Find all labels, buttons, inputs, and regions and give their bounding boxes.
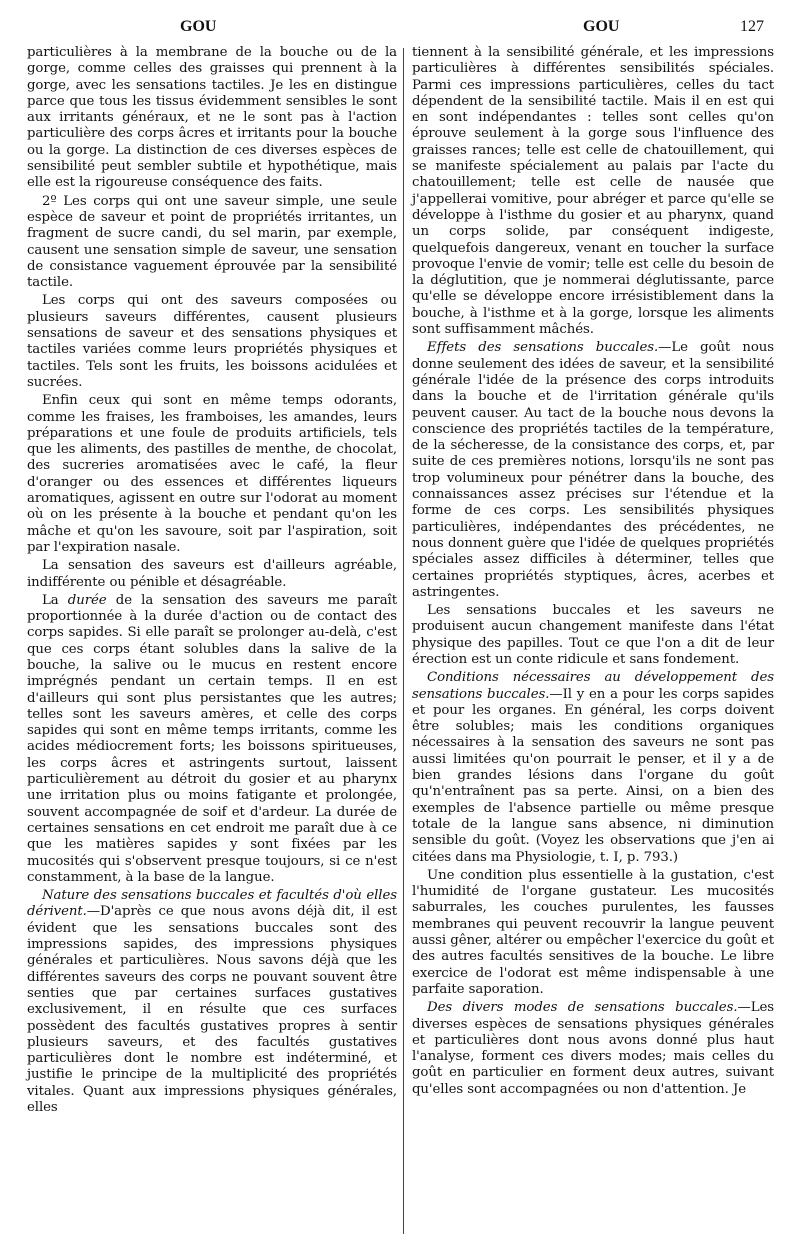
left-column bbox=[27, 45, 397, 1116]
section-heading: Conditions nécessaires au développement des sensations buccales. bbox=[412, 670, 774, 702]
paragraph: La sensation des saveurs est d'ailleurs agréable, indifférente ou pénible et désagréable. bbox=[27, 558, 397, 590]
column-divider bbox=[403, 48, 404, 1234]
paragraph: tiennent à la sensibilité générale, et les impressions particulières à différentes sensibilités spéciales. Parmi ces impressions particulières, celles du tact dépendent de la sensibilité tactile. Mais il en est qui en sont indépendantes : telles sont celles qu'on éprouve seulement à la gorge sous l'influence des graisses rances; telle est celle de chatouillement, qui se manifeste spécialement au palais par l'acte du chatouillement; telle est celle de nausée que j'appellerai vomitive, pour abréger et parce qu'elle se développe à l'isthme du gosier et au pharynx, quand un corps solide, par conséquent indigeste, quelquefois dangereux, venant en toucher la surface provoque l'envie de vomir; telle est celle du besoin de la déglutition, que je nommerai déglutissante, parce qu'elle se développe encore irrésistiblement dans la bouche, à l'isthme et à la gorge, lorsque les aliments sont suffisamment mâchés. bbox=[412, 45, 774, 338]
running-header bbox=[0, 6, 800, 38]
section-paragraph: Nature des sensations buccales et facultés d'où elles dérivent.—D'après ce que nous avons déjà dit, il est évident que les sensations buccales sont des impressions sapides, des impressions physiques générales et particulières. Nous savons déjà que les différentes saveurs des corps ne pouvant souvent être senties que par certaines surfaces gustatives exclusivement, il en résulte que ces surfaces possèdent des facultés gustatives propres à sentir plusieurs saveurs, et des facultés gustatives particulières dont le nombre est indéterminé, et justifie le principe de la multiplicité des propriétés vitales. Quant aux impressions physiques générales, elles bbox=[27, 888, 397, 1115]
right-running-title: GOU bbox=[583, 18, 620, 35]
italic-term: durée bbox=[67, 592, 107, 608]
paragraph: Une condition plus essentielle à la gustation, c'est l'humidité de l'organe gustateur. Les mucosités saburrales, les couches purulentes, les fausses membranes qui peuvent recouvrir la langue peuvent aussi gêner, altérer ou empêcher l'exercice du goût et des autres facultés sensitives de la bouche. Le libre exercice de l'odorat est même indispensable à une parfaite saporation. bbox=[412, 867, 774, 997]
section-heading: Nature des sensations buccales et facultés d'où elles dérivent. bbox=[27, 888, 397, 920]
section-paragraph: Effets des sensations buccales.—Le goût nous donne seulement des idées de saveur, et la sensibilité générale l'idée de la présence des corps introduits dans la bouche et de l'irritation générale qu'ils peuvent causer. Au tact de la bouche nous devons la conscience des propriétés tactiles de la température, de la sécheresse, de la consistance des corps, et, par suite de ces premières notions, lorsqu'ils ne sont pas trop volumineux pour pénétrer dans la bouche, des connaissances assez précises sur l'étendue et la forme de ces corps. Les sensibilités physiques particulières, indépendantes des précédentes, ne nous donnent guère que l'idée de quelques propriétés spéciales assez difficiles à déterminer, telles que certaines propriétés styptiques, âcres, acerbes et astringentes. bbox=[412, 340, 775, 600]
left-running-title: GOU bbox=[180, 18, 217, 35]
paragraph: Enfin ceux qui sont en même temps odorants, comme les fraises, les framboises, les amandes, leurs préparations et une foule de produits artificiels, tels que les aliments, des pastilles de menthe, de chocolat, des sucreries aromatisées avec le café, la fleur d'oranger ou des essences et différentes liqueurs aromatiques, agissent en outre sur l'odorat au moment où on les présente à la bouche et pendant qu'on les mâche et qu'on les savoure, soit par l'aspiration, soit par l'expiration nasale. bbox=[27, 393, 397, 555]
paragraph: 2º Les corps qui ont une saveur simple, une seule espèce de saveur et point de propriétés irritantes, un fragment de sucre candi, du sel marin, par exemple, causent une sensation simple de saveur, une sensation de consistance vaguement éprouvée par la sensibilité tactile. bbox=[27, 193, 397, 291]
page-number: 127 bbox=[740, 18, 764, 35]
section-paragraph: Des divers modes de sensations buccales.—Les diverses espèces de sensations physiques générales et particulières dont nous avons donné plus haut l'analyse, forment ces divers modes; mais celles du goût en particulier en forment deux autres, suivant qu'elles sont accompagnées ou non d'attention. Je bbox=[412, 1000, 774, 1097]
section-heading: Effets des sensations buccales. bbox=[427, 340, 659, 356]
right-column bbox=[412, 45, 774, 1098]
section-heading: Des divers modes de sensations buccales. bbox=[427, 1000, 738, 1016]
paragraph: Les sensations buccales et les saveurs ne produisent aucun changement manifeste dans l'état physique des papilles. Tout ce que l'on a dit de leur érection est un conte ridicule et sans fondement. bbox=[412, 603, 774, 667]
paragraph: Les corps qui ont des saveurs composées ou plusieurs saveurs différentes, causent plusieurs sensations de saveur et des sensations physiques et tactiles variées comme leurs propriétés physiques et tactiles. Tels sont les fruits, les boissons acidulées et sucrées. bbox=[27, 293, 397, 390]
section-paragraph: Conditions nécessaires au développement des sensations buccales.—Il y en a pour les corps sapides et pour les organes. En général, les corps doivent être solubles; mais les conditions organiques nécessaires à la sensation des saveurs ne sont pas aussi limitées qu'on pourrait le penser, et il y a de bien grandes lésions dans l'organe du goût qu'n'entraînent pas sa perte. Ainsi, on a bien des exemples de l'absence partielle ou même presque totale de la langue sans absence, ni diminution sensible du goût. (Voyez les observations que j'en ai citées dans ma Physiologie, t. I, p. 793.) bbox=[412, 670, 774, 865]
paragraph: particulières à la membrane de la bouche ou de la gorge, comme celles des graisses qui prennent à la gorge, avec les sensations tactiles. Je les en distingue parce que tous les tissus évidemment sensibles le sont aux irritants généraux, et ne le sont pas à l'action particulière des corps âcres et irritants pour la bouche ou la gorge. La distinction de ces diverses espèces de sensibilité peut sembler subtile et hypothétique, mais elle est la rigoureuse conséquence des faits. bbox=[27, 45, 397, 191]
paragraph: La durée de la sensation des saveurs me paraît proportionnée à la durée d'action ou de contact des corps sapides. Si elle paraît se prolonger au-delà, c'est que ces corps étant solubles dans la salive de la bouche, la salive ou le mucus en restent encore imprégnés pendant un certain temps. Il en est d'ailleurs qui sont plus persistantes que les autres; telles sont les saveurs amères, et celle des corps sapides qui sont en même temps irritants, comme les acides médiocrement forts; les boissons spiritueuses, les corps âcres et astringents surtout, laissent particulièrement au détroit du gosier et au pharynx une irritation plus ou moins fatigante et prolongée, souvent accompagnée de soif et d'ardeur. La durée de certaines sensations en cet endroit me paraît due à ce que les matières sapides y sont fixées par les mucosités qui s'observent presque toujours, si ce n'est constamment, à la base de la langue. bbox=[27, 592, 397, 885]
